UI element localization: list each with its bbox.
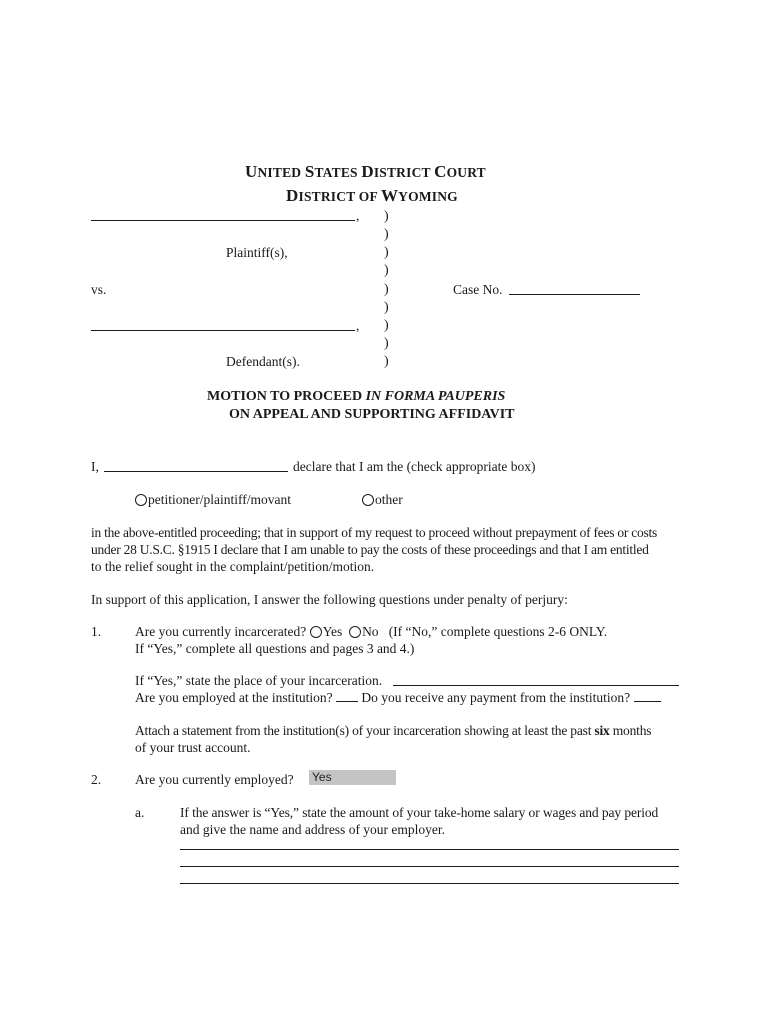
defendant-name-field[interactable] [91, 330, 355, 331]
radio-button-incarcerated-yes[interactable] [310, 626, 322, 638]
defendant-label: Defendant(s). [226, 354, 300, 369]
trust-account-line2: of your trust account. [135, 740, 251, 755]
declarant-name-field[interactable] [104, 471, 288, 472]
incarceration-place-field[interactable] [393, 685, 679, 686]
trust-account-six: six [594, 723, 610, 738]
question-1-number: 1. [91, 624, 102, 639]
caption-paren: ) [384, 300, 389, 315]
role-option-petitioner-label: petitioner/plaintiff/movant [148, 492, 291, 507]
case-number-field[interactable] [509, 294, 640, 295]
court-heading-letter: C [434, 162, 447, 181]
motion-title-italic: IN FORMA PAUPERIS [365, 389, 506, 404]
perjury-paragraph: In support of this application, I answer the following questions under penalty of perjury: [91, 592, 568, 607]
question-1-instruction: (If “No,” complete questions 2-6 ONLY. [388, 624, 608, 639]
versus-label: vs. [91, 282, 107, 297]
incarcerated-yes-label: Yes [322, 624, 343, 639]
trust-account-text: Attach a statement from the institution(s) of your incarceration showing at least the past [135, 723, 595, 738]
caption-paren: ) [384, 263, 389, 278]
motion-title-plain: MOTION TO PROCEED [207, 389, 366, 404]
question-2-number: 2. [91, 772, 102, 787]
court-name-heading [245, 161, 486, 184]
caption-paren: ) [384, 282, 389, 297]
plaintiff-comma: , [356, 208, 360, 223]
question-2a-line2: and give the name and address of your employer. [180, 822, 446, 837]
question-1-line1 [135, 623, 607, 640]
plaintiff-name-field[interactable] [91, 220, 355, 221]
motion-title-line2: ON APPEAL AND SUPPORTING AFFIDAVIT [229, 407, 515, 422]
caption-paren: ) [384, 318, 389, 333]
court-heading-smallcaps: ISTRICT [373, 165, 435, 180]
declarant-suffix: declare that I am the (check appropriate box) [293, 459, 536, 474]
court-heading-smallcaps: NITED [257, 165, 305, 180]
radio-button-petitioner[interactable] [135, 494, 147, 506]
motion-title-line1 [207, 388, 505, 405]
question-2-text: Are you currently employed? [135, 772, 294, 787]
institution-payment-field[interactable] [634, 689, 661, 702]
radio-button-other[interactable] [362, 494, 374, 506]
court-heading-letter: U [245, 162, 258, 181]
court-heading-letter: D [361, 162, 374, 181]
employer-answer-line[interactable] [180, 866, 679, 867]
caption-paren: ) [384, 245, 389, 260]
district-heading-smallcaps: YOMING [398, 189, 458, 204]
question-1-line2: If “Yes,” complete all questions and pages 3 and 4.) [135, 641, 415, 656]
role-option-petitioner[interactable] [135, 491, 291, 508]
caption-paren: ) [384, 227, 389, 242]
institution-employed-label: Are you employed at the institution? [135, 690, 333, 705]
district-heading [286, 185, 458, 208]
court-heading-letter: S [304, 162, 315, 181]
caption-paren: ) [384, 209, 389, 224]
employer-answer-line[interactable] [180, 883, 679, 884]
question-2a-line1: If the answer is “Yes,” state the amount of your take-home salary or wages and pay period [180, 805, 659, 820]
defendant-comma: , [356, 318, 360, 333]
incarceration-place-label: If “Yes,” state the place of your incarceration. [135, 673, 383, 688]
case-number-label: Case No. [453, 282, 503, 297]
district-heading-letter: D [286, 186, 299, 205]
plaintiff-label: Plaintiff(s), [226, 245, 288, 260]
declaration-paragraph-line3: to the relief sought in the complaint/petition/motion. [91, 559, 375, 574]
court-heading-smallcaps: TATES [314, 165, 362, 180]
role-option-other-label: other [375, 492, 403, 507]
employer-answer-line[interactable] [180, 849, 679, 850]
question-1-text: Are you currently incarcerated? [135, 624, 307, 639]
employed-answer-field[interactable]: Yes [309, 770, 396, 785]
question-2a-letter: a. [135, 805, 145, 820]
declaration-paragraph-line1: in the above-entitled proceeding; that in support of my request to proceed without prepayment of fees or costs [91, 525, 657, 540]
declaration-paragraph-line2: under 28 U.S.C. §1915 I declare that I am unable to pay the costs of these proceedings and that I am entitled [91, 542, 649, 557]
institution-payment-label: Do you receive any payment from the institution? [361, 690, 631, 705]
trust-account-months: months [609, 723, 652, 738]
district-heading-smallcaps: ISTRICT OF [298, 189, 381, 204]
court-heading-smallcaps: OURT [446, 165, 486, 180]
caption-paren: ) [384, 336, 389, 351]
caption-paren: ) [384, 354, 389, 369]
institution-employment-row [135, 689, 661, 706]
declarant-prefix: I, [91, 459, 99, 474]
radio-button-incarcerated-no[interactable] [349, 626, 361, 638]
institution-employed-field[interactable] [336, 689, 358, 702]
role-option-other[interactable] [362, 491, 403, 508]
incarcerated-no-label: No [362, 624, 379, 639]
trust-account-instruction [135, 722, 651, 739]
district-heading-letter: W [380, 186, 399, 205]
